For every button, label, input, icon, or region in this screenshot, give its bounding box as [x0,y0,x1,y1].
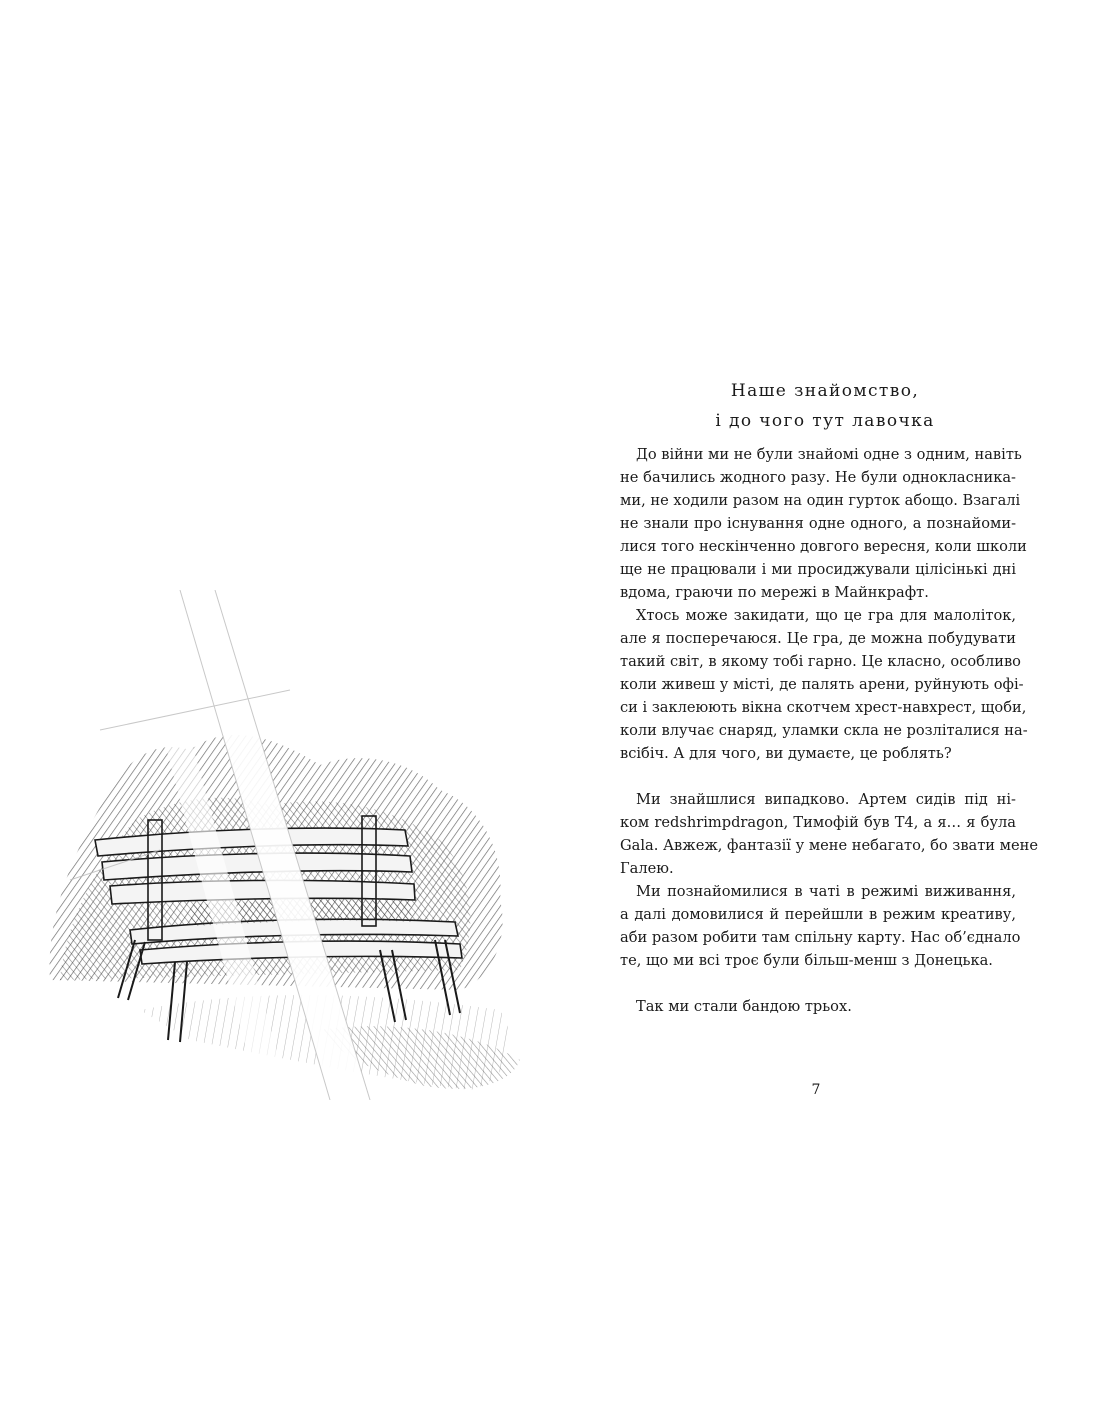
text-line: си і заклеюють вікна скотчем хрест-навхрест, щоби, [620,699,1027,716]
section-gap [620,765,1016,788]
text-line: аби разом робити там спільну карту. Нас об’єднало [620,929,1021,946]
text-line: коли влучає снаряд, уламки скла не розліталися на- [620,722,1028,739]
page-number: 7 [811,1082,821,1098]
section-gap [620,972,1016,995]
paragraph-5 [620,995,1016,1018]
chapter-title-line-2: і до чого тут лавочка [715,411,935,431]
text-line: не знали про існування одне одного, а познайоми- [620,515,1016,532]
bench-illustration [40,590,540,1100]
chapter-title-line-1: Наше знайомство, [730,381,920,401]
text-line: До війни ми не були знайомі одне з одним, навіть [636,446,1022,463]
text-line: те, що ми всі троє були більш-менш з Донецька. [620,952,993,969]
paragraph-1 [620,443,1027,604]
text-line: всібіч. А для чого, ви думаєте, це роблять? [620,745,952,762]
chapter-title [620,376,1030,436]
text-line: але я посперечаюся. Це гра, де можна побудувати [620,630,1016,647]
text-line: вдома, граючи по мережі в Майнкрафт. [620,584,929,601]
text-line: Галею. [620,860,674,877]
text-line: коли живеш у місті, де палять арени, руйнують офі- [620,676,1024,693]
text-line: такий світ, в якому тобі гарно. Це класно, особливо [620,653,1021,670]
text-line: Gala. Авжеж, фантазії у мене небагато, бо звати мене [620,837,1039,854]
body-text [620,443,1039,1018]
text-line: ще не працювали і ми просиджували цілісінькі дні [620,561,1016,578]
paragraph-3 [620,788,1039,880]
text-line: ми, не ходили разом на один гурток абощо. Взагалі [620,492,1021,509]
text-line: а далі домовилися й перейшли в режим креативу, [620,906,1016,923]
paragraph-2 [620,604,1028,765]
text-line: Ми познайомилися в чаті в режимі виживання, [636,883,1016,900]
text-line: лися того нескінченно довгого вересня, коли школи [620,538,1027,555]
paragraph-4 [620,880,1021,972]
bench-sketch-icon [40,590,540,1100]
text-line: не бачились жодного разу. Не були однокласника- [620,469,1016,486]
text-line: Так ми стали бандою трьох. [636,998,852,1015]
text-line: Хтось може закидати, що це гра для малоліток, [636,607,1016,624]
text-line: ком redshrimpdragon, Тимофій був T4, а я… я була [620,814,1016,831]
text-line: Ми знайшлися випадково. Артем сидів під ні- [636,791,1016,808]
